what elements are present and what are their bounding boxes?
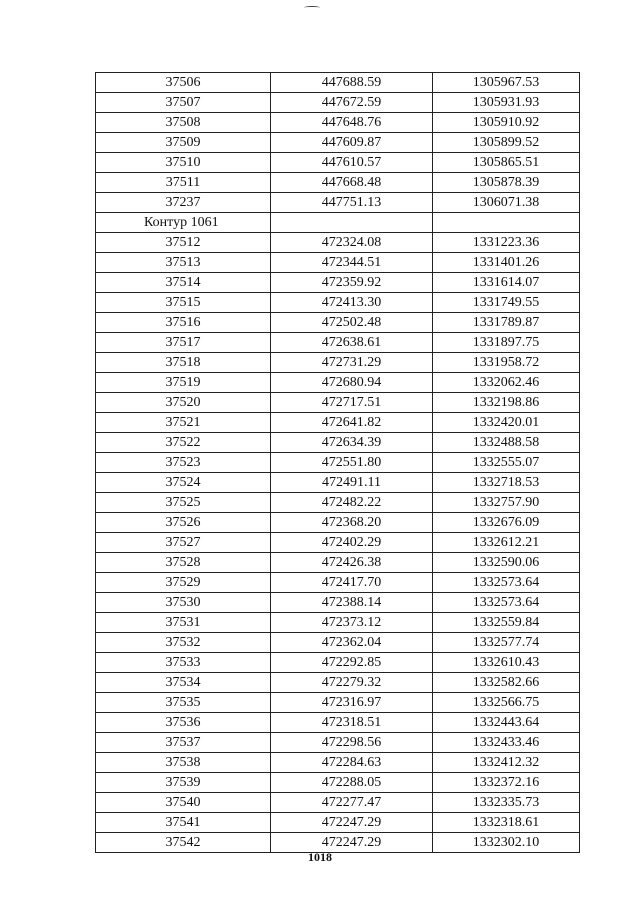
point-number-cell: 37535 bbox=[96, 693, 271, 713]
point-number-cell: 37518 bbox=[96, 353, 271, 373]
x-coordinate-cell: 472284.63 bbox=[271, 753, 433, 773]
point-number-cell: 37508 bbox=[96, 113, 271, 133]
table-row bbox=[96, 333, 580, 353]
table-row bbox=[96, 673, 580, 693]
y-coordinate-cell: 1305931.93 bbox=[433, 93, 580, 113]
coordinates-table-body bbox=[96, 73, 580, 853]
y-coordinate-cell: 1332573.64 bbox=[433, 593, 580, 613]
contour-header-row bbox=[96, 213, 580, 233]
x-coordinate-cell: 472279.32 bbox=[271, 673, 433, 693]
table-row bbox=[96, 133, 580, 153]
x-coordinate-cell: 472717.51 bbox=[271, 393, 433, 413]
y-coordinate-cell: 1332676.09 bbox=[433, 513, 580, 533]
empty-cell bbox=[271, 213, 433, 233]
point-number-cell: 37509 bbox=[96, 133, 271, 153]
y-coordinate-cell: 1305910.92 bbox=[433, 113, 580, 133]
y-coordinate-cell: 1332302.10 bbox=[433, 833, 580, 853]
point-number-cell: 37520 bbox=[96, 393, 271, 413]
y-coordinate-cell: 1332757.90 bbox=[433, 493, 580, 513]
point-number-cell: 37506 bbox=[96, 73, 271, 93]
x-coordinate-cell: 472502.48 bbox=[271, 313, 433, 333]
x-coordinate-cell: 472482.22 bbox=[271, 493, 433, 513]
table-row bbox=[96, 393, 580, 413]
point-number-cell: 37538 bbox=[96, 753, 271, 773]
point-number-cell: 37237 bbox=[96, 193, 271, 213]
x-coordinate-cell: 472638.61 bbox=[271, 333, 433, 353]
point-number-cell: 37528 bbox=[96, 553, 271, 573]
table-row bbox=[96, 713, 580, 733]
point-number-cell: 37524 bbox=[96, 473, 271, 493]
table-row bbox=[96, 513, 580, 533]
y-coordinate-cell: 1332555.07 bbox=[433, 453, 580, 473]
y-coordinate-cell: 1332420.01 bbox=[433, 413, 580, 433]
point-number-cell: 37534 bbox=[96, 673, 271, 693]
x-coordinate-cell: 472316.97 bbox=[271, 693, 433, 713]
y-coordinate-cell: 1332433.46 bbox=[433, 733, 580, 753]
point-number-cell: 37537 bbox=[96, 733, 271, 753]
x-coordinate-cell: 472402.29 bbox=[271, 533, 433, 553]
point-number-cell: 37510 bbox=[96, 153, 271, 173]
y-coordinate-cell: 1306071.38 bbox=[433, 193, 580, 213]
y-coordinate-cell: 1332610.43 bbox=[433, 653, 580, 673]
y-coordinate-cell: 1332443.64 bbox=[433, 713, 580, 733]
point-number-cell: 37521 bbox=[96, 413, 271, 433]
point-number-cell: 37533 bbox=[96, 653, 271, 673]
table-row bbox=[96, 413, 580, 433]
point-number-cell: 37515 bbox=[96, 293, 271, 313]
x-coordinate-cell: 472680.94 bbox=[271, 373, 433, 393]
y-coordinate-cell: 1305899.52 bbox=[433, 133, 580, 153]
table-row bbox=[96, 273, 580, 293]
point-number-cell: 37511 bbox=[96, 173, 271, 193]
table-row bbox=[96, 593, 580, 613]
table-row bbox=[96, 373, 580, 393]
x-coordinate-cell: 472491.11 bbox=[271, 473, 433, 493]
point-number-cell: 37507 bbox=[96, 93, 271, 113]
point-number-cell: 37530 bbox=[96, 593, 271, 613]
point-number-cell: 37529 bbox=[96, 573, 271, 593]
point-number-cell: 37522 bbox=[96, 433, 271, 453]
y-coordinate-cell: 1305865.51 bbox=[433, 153, 580, 173]
x-coordinate-cell: 472551.80 bbox=[271, 453, 433, 473]
x-coordinate-cell: 472373.12 bbox=[271, 613, 433, 633]
point-number-cell: 37525 bbox=[96, 493, 271, 513]
table-row bbox=[96, 193, 580, 213]
y-coordinate-cell: 1332062.46 bbox=[433, 373, 580, 393]
point-number-cell: 37517 bbox=[96, 333, 271, 353]
x-coordinate-cell: 472318.51 bbox=[271, 713, 433, 733]
coordinates-table bbox=[95, 72, 580, 853]
x-coordinate-cell: 472247.29 bbox=[271, 833, 433, 853]
point-number-cell: 37519 bbox=[96, 373, 271, 393]
table-row bbox=[96, 773, 580, 793]
point-number-cell: 37532 bbox=[96, 633, 271, 653]
empty-cell bbox=[433, 213, 580, 233]
x-coordinate-cell: 447751.13 bbox=[271, 193, 433, 213]
x-coordinate-cell: 472417.70 bbox=[271, 573, 433, 593]
x-coordinate-cell: 472731.29 bbox=[271, 353, 433, 373]
y-coordinate-cell: 1305878.39 bbox=[433, 173, 580, 193]
table-row bbox=[96, 813, 580, 833]
point-number-cell: 37516 bbox=[96, 313, 271, 333]
table-row bbox=[96, 173, 580, 193]
x-coordinate-cell: 472288.05 bbox=[271, 773, 433, 793]
y-coordinate-cell: 1332318.61 bbox=[433, 813, 580, 833]
table-row bbox=[96, 433, 580, 453]
point-number-cell: 37526 bbox=[96, 513, 271, 533]
y-coordinate-cell: 1331897.75 bbox=[433, 333, 580, 353]
point-number-cell: 37514 bbox=[96, 273, 271, 293]
table-row bbox=[96, 493, 580, 513]
table-row bbox=[96, 533, 580, 553]
x-coordinate-cell: 447610.57 bbox=[271, 153, 433, 173]
y-coordinate-cell: 1332718.53 bbox=[433, 473, 580, 493]
x-coordinate-cell: 472426.38 bbox=[271, 553, 433, 573]
x-coordinate-cell: 447672.59 bbox=[271, 93, 433, 113]
y-coordinate-cell: 1331749.55 bbox=[433, 293, 580, 313]
table-row bbox=[96, 653, 580, 673]
y-coordinate-cell: 1331789.87 bbox=[433, 313, 580, 333]
y-coordinate-cell: 1332198.86 bbox=[433, 393, 580, 413]
y-coordinate-cell: 1332590.06 bbox=[433, 553, 580, 573]
table-row bbox=[96, 253, 580, 273]
x-coordinate-cell: 472324.08 bbox=[271, 233, 433, 253]
page-number: 1018 bbox=[308, 850, 332, 864]
table-row bbox=[96, 453, 580, 473]
x-coordinate-cell: 472368.20 bbox=[271, 513, 433, 533]
table-row bbox=[96, 573, 580, 593]
table-row bbox=[96, 313, 580, 333]
x-coordinate-cell: 472634.39 bbox=[271, 433, 433, 453]
point-number-cell: 37512 bbox=[96, 233, 271, 253]
x-coordinate-cell: 447688.59 bbox=[271, 73, 433, 93]
y-coordinate-cell: 1332612.21 bbox=[433, 533, 580, 553]
table-row bbox=[96, 473, 580, 493]
contour-header-label: Контур 1061 bbox=[96, 213, 271, 233]
y-coordinate-cell: 1331614.07 bbox=[433, 273, 580, 293]
x-coordinate-cell: 472247.29 bbox=[271, 813, 433, 833]
table-row bbox=[96, 73, 580, 93]
x-coordinate-cell: 472292.85 bbox=[271, 653, 433, 673]
table-row bbox=[96, 293, 580, 313]
x-coordinate-cell: 472641.82 bbox=[271, 413, 433, 433]
y-coordinate-cell: 1331223.36 bbox=[433, 233, 580, 253]
table-row bbox=[96, 233, 580, 253]
x-coordinate-cell: 472413.30 bbox=[271, 293, 433, 313]
point-number-cell: 37541 bbox=[96, 813, 271, 833]
y-coordinate-cell: 1332559.84 bbox=[433, 613, 580, 633]
point-number-cell: 37523 bbox=[96, 453, 271, 473]
x-coordinate-cell: 472298.56 bbox=[271, 733, 433, 753]
point-number-cell: 37536 bbox=[96, 713, 271, 733]
point-number-cell: 37542 bbox=[96, 833, 271, 853]
x-coordinate-cell: 472359.92 bbox=[271, 273, 433, 293]
y-coordinate-cell: 1332335.73 bbox=[433, 793, 580, 813]
y-coordinate-cell: 1332412.32 bbox=[433, 753, 580, 773]
table-row bbox=[96, 153, 580, 173]
x-coordinate-cell: 447609.87 bbox=[271, 133, 433, 153]
top-scan-mark bbox=[304, 6, 320, 9]
point-number-cell: 37527 bbox=[96, 533, 271, 553]
x-coordinate-cell: 472362.04 bbox=[271, 633, 433, 653]
x-coordinate-cell: 447648.76 bbox=[271, 113, 433, 133]
point-number-cell: 37540 bbox=[96, 793, 271, 813]
y-coordinate-cell: 1305967.53 bbox=[433, 73, 580, 93]
table-row bbox=[96, 633, 580, 653]
y-coordinate-cell: 1332566.75 bbox=[433, 693, 580, 713]
table-row bbox=[96, 113, 580, 133]
y-coordinate-cell: 1332488.58 bbox=[433, 433, 580, 453]
y-coordinate-cell: 1331401.26 bbox=[433, 253, 580, 273]
y-coordinate-cell: 1332372.16 bbox=[433, 773, 580, 793]
y-coordinate-cell: 1331958.72 bbox=[433, 353, 580, 373]
table-row bbox=[96, 733, 580, 753]
x-coordinate-cell: 472277.47 bbox=[271, 793, 433, 813]
y-coordinate-cell: 1332582.66 bbox=[433, 673, 580, 693]
x-coordinate-cell: 472344.51 bbox=[271, 253, 433, 273]
table-row bbox=[96, 753, 580, 773]
table-row bbox=[96, 553, 580, 573]
table-row bbox=[96, 613, 580, 633]
x-coordinate-cell: 447668.48 bbox=[271, 173, 433, 193]
y-coordinate-cell: 1332573.64 bbox=[433, 573, 580, 593]
y-coordinate-cell: 1332577.74 bbox=[433, 633, 580, 653]
table-row bbox=[96, 693, 580, 713]
table-row bbox=[96, 353, 580, 373]
point-number-cell: 37539 bbox=[96, 773, 271, 793]
point-number-cell: 37513 bbox=[96, 253, 271, 273]
table-row bbox=[96, 793, 580, 813]
point-number-cell: 37531 bbox=[96, 613, 271, 633]
table-row bbox=[96, 93, 580, 113]
x-coordinate-cell: 472388.14 bbox=[271, 593, 433, 613]
